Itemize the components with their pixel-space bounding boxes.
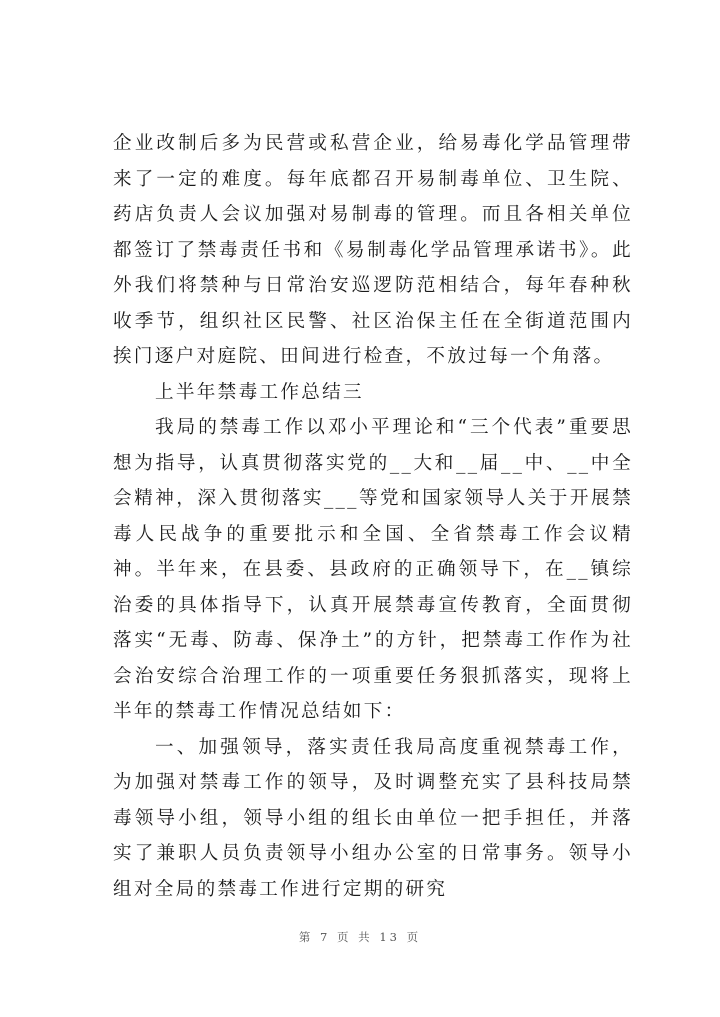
paragraph-continuation: 企业改制后多为民营或私营企业，给易毒化学品管理带来了一定的难度。每年底都召开易制毒单位、卫生院、药店负责人会议加强对易制毒的管理。而且各相关单位都签订了禁毒责任书和《易制毒化学品管理承诺书》。此外我们将禁种与日常治安巡逻防范相结合，每年春种秋收季节，组织社区民警、社区治保主任在全街道范围内挨门逐户对庭院、田间进行检查，不放过每一个角落。 (113, 133, 633, 367)
section-heading: 上半年禁毒工作总结三 (155, 381, 364, 403)
page-number-footer: 第 7 页 共 13 页 (298, 930, 422, 944)
document-body (113, 126, 633, 907)
paragraph-leadership: 一、加强领导，落实责任我局高度重视禁毒工作，为加强对禁毒工作的领导，及时调整充实了县科技局禁毒领导小组，领导小组的组长由单位一把手担任，并落实了兼职人员负责领导小组办公室的日常事务。领导小组对全局的禁毒工作进行定期的研究 (113, 736, 633, 900)
paragraph-intro: 我局的禁毒工作以邓小平理论和“三个代表”重要思想为指导，认真贯彻落实党的__大和__届__中、__中全会精神，深入贯彻落实___等党和国家领导人关于开展禁毒人民战争的重要批示和全国、全省禁毒工作会议精神。半年来，在县委、县政府的正确领导下，在__镇综治委的具体指导下，认真开展禁毒宣传教育，全面贯彻落实“无毒、防毒、保净土”的方针，把禁毒工作作为社会治安综合治理工作的一项重要任务狠抓落实，现将上半年的禁毒工作情况总结如下： (113, 417, 633, 722)
